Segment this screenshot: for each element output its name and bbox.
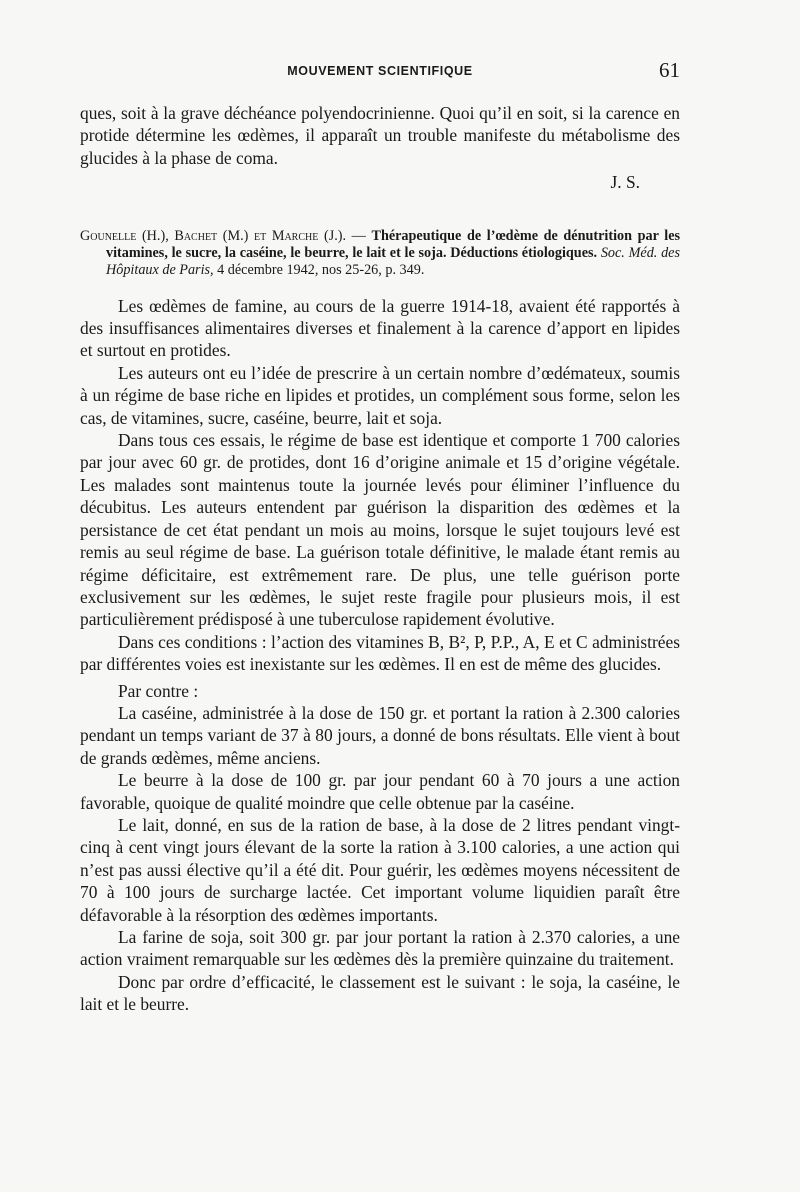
page-number: 61 (659, 58, 680, 82)
reference-details: 4 décembre 1942, nos 25-26, p. 349. (213, 261, 425, 278)
running-title: MOUVEMENT SCIENTIFIQUE (287, 64, 473, 78)
reference-title: Thérapeutique de l’œdème de dénutrition par les vitamines, le sucre, la caséine, le beurre, le lait et le soja. Déductions étiologiques. (106, 227, 681, 261)
paragraph: Dans tous ces essais, le régime de base est identique et comporte 1 700 calories par jour avec 60 gr. de protides, dont 16 d’origine animale et 15 d’origine végétale. Les malades sont maintenus toute la journée levés pour éliminer l’influence du décubitus. Les auteurs entendent par guérison la disparition des œdèmes et la persistance de cet état pendant un mois au moins, lorsque le sujet toujours levé est remis au seul régime de base. La guérison totale définitive, le malade étant remis au régime déficitaire, est extrêmement rare. De plus, une telle guérison porte exclusivement sur les œdèmes, le sujet reste fragile pour plusieurs mois, il est particulièrement prédisposé à une tuberculose rapidement évolutive. (80, 430, 680, 630)
continuation-paragraph: ques, soit à la grave déchéance polyendocrinienne. Quoi qu’il en soit, si la carence en protide détermine les œdèmes, il apparaît un trouble manifeste du métabolisme des glucides à la phase de coma. (80, 103, 680, 168)
bibliographic-reference (80, 228, 680, 279)
paragraph: La caséine, administrée à la dose de 150 gr. et portant la ration à 2.300 calories pendant un temps variant de 37 à 80 jours, a donné de bons résultats. Elle vient à bout de grands œdèmes, même anciens. (80, 702, 680, 768)
paragraph: Le beurre à la dose de 100 gr. par jour pendant 60 à 70 jours a une action favorable, quoique de qualité moindre que celle obtenue par la caséine. (80, 770, 680, 813)
reference-journal: Soc. Méd. des Hôpitaux de Paris, (106, 244, 681, 278)
paragraph: Les auteurs ont eu l’idée de prescrire à un certain nombre d’œdémateux, soumis à un régime de base riche en lipides et protides, un complément sous forme, selon les cas, de vitamines, sucre, caséine, beurre, lait et soja. (80, 362, 680, 428)
paragraph: Le lait, donné, en sus de la ration de base, à la dose de 2 litres pendant vingt-cinq à cent vingt jours élevant de la sorte la ration à 3.100 calories, a une action qui n’est pas aussi élective qu’il a été dit. Pour guérir, les œdèmes moyens nécessitent de 70 à 100 jours de surcharge lactée. Cet important volume liquidien paraît être défavorable à la résorption des œdèmes importants. (80, 814, 680, 925)
reference-authors: Gounelle (H.), Bachet (M.) et Marche (J.). (80, 227, 347, 244)
paragraph: Donc par ordre d’efficacité, le classement est le suivant : le soja, la caséine, le lait et le beurre. (80, 971, 680, 1015)
running-header (80, 58, 680, 82)
signature: J. S. (610, 172, 640, 193)
paragraph: Dans ces conditions : l’action des vitamines B, B², P, P.P., A, E et C administrées par différentes voies est inexistante sur les œdèmes. Il en est de même des glucides. (80, 631, 680, 675)
paragraph: La farine de soja, soit 300 gr. par jour portant la ration à 2.370 calories, a une action vraiment remarquable sur les œdèmes dès la première quinzaine du traitement. (80, 927, 680, 970)
page-body (80, 102, 680, 1016)
paragraph: Les œdèmes de famine, au cours de la guerre 1914-18, avaient été rapportés à des insuffisances alimentaires diverses et finalement à la carence d’apport en lipides et surtout en protides. (80, 295, 680, 361)
paragraph: Par contre : (118, 680, 199, 701)
reference-dash: — (346, 227, 372, 244)
